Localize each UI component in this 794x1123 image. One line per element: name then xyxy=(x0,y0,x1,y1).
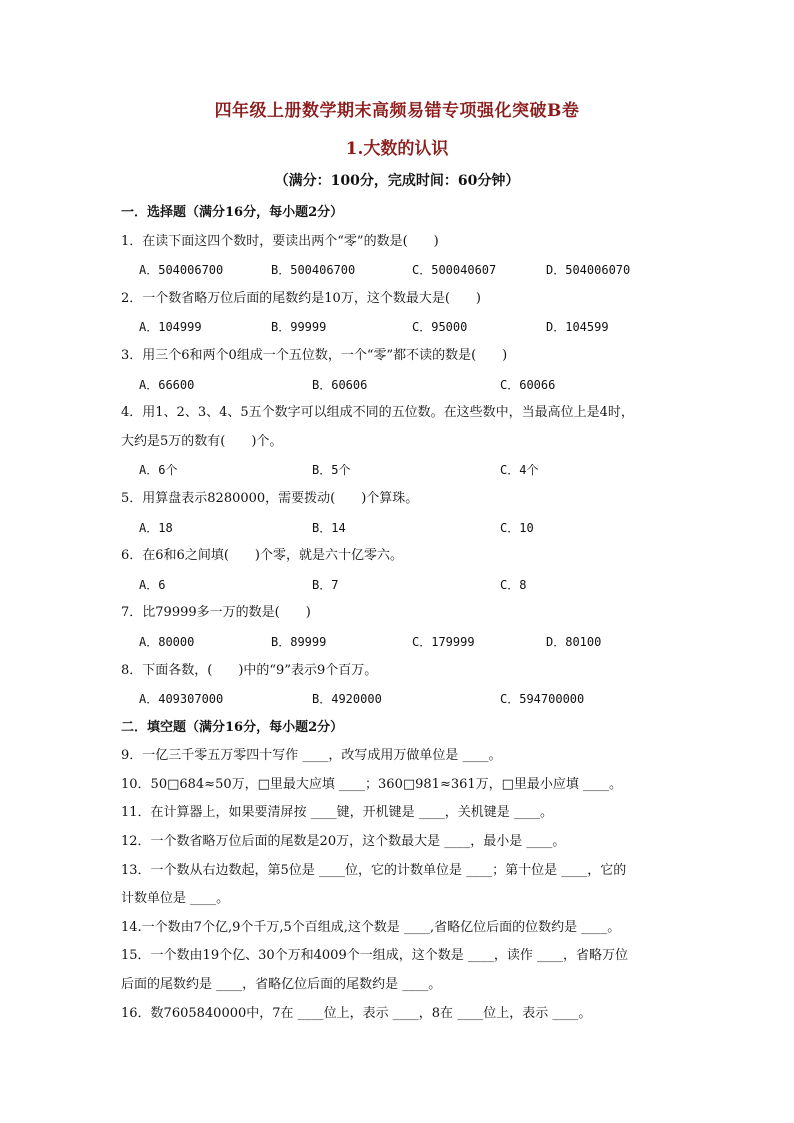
question-10: 10．50□684≈50万，□里最大应填 ____；360□981≈361万，□里最小应填 ____。 xyxy=(121,776,623,792)
score-time-info: （满分：100分，完成时间：60分钟） xyxy=(274,173,520,189)
options-question-7 xyxy=(121,628,681,657)
section-heading-choice: 一．选择题（满分16分，每小题2分） xyxy=(121,205,344,220)
option-a: A．18 xyxy=(139,520,173,535)
options-question-3 xyxy=(121,371,681,400)
question-9: 9．一亿三千零五万零四十写作 ____，改写成用万做单位是 ____。 xyxy=(121,748,502,764)
options-question-2 xyxy=(121,313,681,342)
option-b: B．7 xyxy=(312,577,339,592)
question-5: 5．用算盘表示8280000，需要拨动( )个算珠。 xyxy=(121,490,419,506)
question-13-line-2: 计数单位是 ____。 xyxy=(121,891,230,907)
option-b: B．60606 xyxy=(312,377,368,392)
question-3: 3．用三个6和两个0组成一个五位数，一个“零”都不读的数是( ) xyxy=(121,347,508,363)
option-a: A．504006700 xyxy=(139,263,224,278)
options-question-4 xyxy=(121,456,681,485)
question-4-line-2: 大约是5万的数有( )个。 xyxy=(121,433,283,449)
option-a: A．104999 xyxy=(139,320,202,335)
option-b: B．5个 xyxy=(312,463,351,478)
option-a: A．6个 xyxy=(139,463,178,478)
option-b: B．4920000 xyxy=(312,692,382,707)
document-title: 四年级上册数学期末高频易错专项强化突破B卷 xyxy=(214,101,580,121)
option-d: D．104599 xyxy=(546,320,609,335)
option-c: C．10 xyxy=(500,520,534,535)
option-c: C．500040607 xyxy=(412,263,497,278)
document-subtitle: 1.大数的认识 xyxy=(345,139,449,159)
option-b: B．89999 xyxy=(271,634,327,649)
question-13-line-1: 13．一个数从右边数起，第5位是 ____位，它的计数单位是 ____；第十位是 ____，它的 xyxy=(121,862,627,878)
option-a: A．409307000 xyxy=(139,692,224,707)
question-15-line-2: 后面的尾数约是 ____，省略亿位后面的尾数约是 ____。 xyxy=(121,977,442,993)
option-b: B．99999 xyxy=(271,320,327,335)
question-15-line-1: 15．一个数由19个亿、30个万和4009个一组成，这个数是 ____，读作 ____，省略万位 xyxy=(121,948,628,964)
question-8: 8．下面各数，( )中的“9”表示9个百万。 xyxy=(121,662,378,678)
option-d: D．80100 xyxy=(546,634,602,649)
question-14: 14.一个数由7个亿,9个千万,5个百组成,这个数是 ____,省略亿位后面的位数约是 ____。 xyxy=(121,919,621,935)
options-question-5 xyxy=(121,514,681,543)
option-c: C．95000 xyxy=(412,320,468,335)
option-a: A．80000 xyxy=(139,634,195,649)
options-question-6 xyxy=(121,571,681,600)
option-c: C．8 xyxy=(500,577,527,592)
option-b: B．500406700 xyxy=(271,263,356,278)
options-question-1 xyxy=(121,256,681,285)
option-c: C．179999 xyxy=(412,634,475,649)
question-7: 7．比79999多一万的数是( ) xyxy=(121,605,311,621)
section-heading-fill-blank: 二．填空题（满分16分，每小题2分） xyxy=(121,719,344,735)
question-16: 16．数7605840000中，7在 ____位上，表示 ____，8在 ____位上，表示 ____。 xyxy=(121,1005,592,1021)
option-d: D．504006070 xyxy=(546,263,631,278)
option-a: A．66600 xyxy=(139,377,195,392)
option-b: B．14 xyxy=(312,520,346,535)
question-6: 6．在6和6之间填( )个零，就是六十亿零六。 xyxy=(121,548,403,564)
option-c: C．60066 xyxy=(500,377,556,392)
question-4-line-1: 4．用1、2、3、4、5五个数字可以组成不同的五位数。在这些数中，当最高位上是4时， xyxy=(121,405,634,421)
option-c: C．4个 xyxy=(500,463,539,478)
question-12: 12．一个数省略万位后面的尾数是20万，这个数最大是 ____，最小是 ____。 xyxy=(121,834,566,850)
question-content xyxy=(121,199,681,1028)
option-a: A．6 xyxy=(139,577,166,592)
option-c: C．594700000 xyxy=(500,692,585,707)
question-2: 2．一个数省略万位后面的尾数约是10万，这个数最大是( ) xyxy=(121,290,481,306)
question-11: 11．在计算器上，如果要清屏按 ____键，开机键是 ____，关机键是 ____。 xyxy=(121,805,553,821)
question-1: 1．在读下面这四个数时，要读出两个“零”的数是( ) xyxy=(121,233,439,249)
options-question-8 xyxy=(121,685,681,714)
